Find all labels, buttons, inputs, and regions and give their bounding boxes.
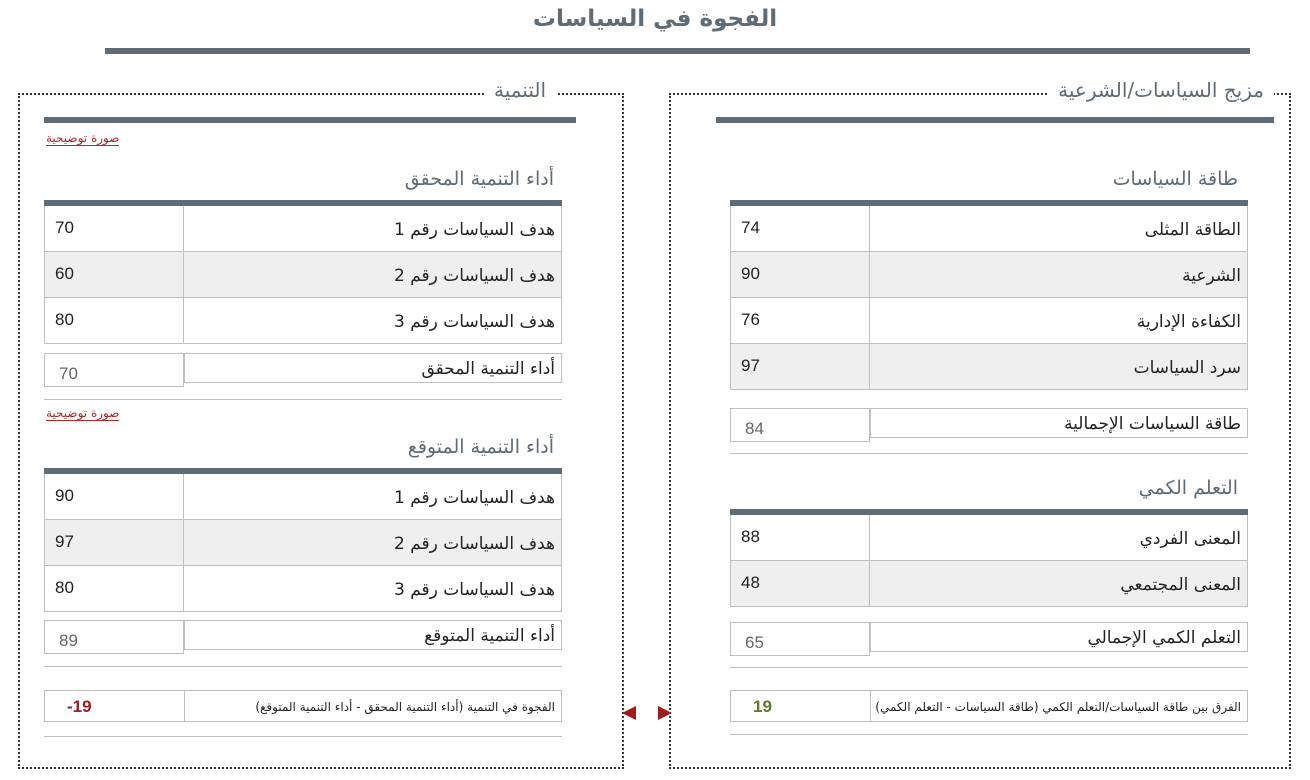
row-label: الكفاءة الإدارية [870, 298, 1248, 343]
table-row [730, 344, 1248, 390]
expected-performance-heading: أداء التنمية المتوقع [407, 436, 554, 458]
illustrative-note: صورة توضيحية [46, 131, 120, 145]
row-label: الشرعية [870, 252, 1248, 297]
policy-energy-total [730, 408, 1248, 442]
row-value: 80 [44, 566, 184, 611]
quantitative-learning-total [730, 622, 1248, 656]
row-label: الطاقة المثلى [870, 206, 1248, 251]
table-row [730, 298, 1248, 344]
achieved-performance-table [44, 200, 562, 344]
divider [44, 666, 562, 667]
row-value: 90 [44, 474, 184, 519]
row-label: هدف السياسات رقم 2 [184, 520, 562, 565]
total-value: 84 [730, 408, 870, 442]
row-label: المعنى الفردي [870, 515, 1248, 560]
table-row [44, 206, 562, 252]
row-value: 97 [44, 520, 184, 565]
difference-value: 19 [731, 691, 871, 721]
table-row [44, 252, 562, 298]
table-row [730, 252, 1248, 298]
policy-mix-rule [716, 117, 1274, 123]
row-label: هدف السياسات رقم 3 [184, 566, 562, 611]
table-row [44, 474, 562, 520]
arrow-left-icon [622, 706, 636, 720]
policy-energy-table [730, 200, 1248, 390]
development-rule [44, 117, 576, 123]
row-label: هدف السياسات رقم 1 [184, 474, 562, 519]
table-row [44, 520, 562, 566]
table-row [44, 298, 562, 344]
divider [730, 734, 1248, 735]
gap-value: -19 [45, 691, 185, 721]
row-value: 70 [44, 206, 184, 251]
row-label: سرد السياسات [870, 344, 1248, 389]
total-label: التعلم الكمي الإجمالي [870, 622, 1248, 652]
policy-energy-heading: طاقة السياسات [1112, 168, 1238, 190]
achieved-performance-heading: أداء التنمية المحقق [404, 168, 554, 190]
quantitative-learning-heading: التعلم الكمي [1138, 477, 1238, 499]
row-value: 80 [44, 298, 184, 343]
development-panel [18, 93, 624, 769]
table-row [44, 566, 562, 612]
expected-performance-total [44, 620, 562, 654]
row-value: 74 [730, 206, 870, 251]
table-row [730, 515, 1248, 561]
total-value: 65 [730, 622, 870, 656]
row-label: هدف السياسات رقم 1 [184, 206, 562, 251]
policy-learning-difference [730, 690, 1248, 722]
expected-performance-table [44, 468, 562, 612]
row-value: 97 [730, 344, 870, 389]
illustrative-note: صورة توضيحية [46, 406, 120, 420]
row-label: المعنى المجتمعي [870, 561, 1248, 606]
divider [730, 453, 1248, 454]
row-value: 90 [730, 252, 870, 297]
development-heading: التنمية [484, 78, 556, 102]
divider [730, 667, 1248, 668]
row-value: 88 [730, 515, 870, 560]
gap-label: الفجوة في التنمية (أداء التنمية المحقق - أداء التنمية المتوقع) [255, 700, 555, 714]
total-value: 70 [44, 353, 184, 387]
divider [44, 399, 562, 400]
development-gap [44, 690, 562, 722]
row-value: 48 [730, 561, 870, 606]
achieved-performance-total [44, 353, 562, 387]
total-label: طاقة السياسات الإجمالية [870, 408, 1248, 438]
total-value: 89 [44, 620, 184, 654]
policy-mix-heading: مزيج السياسات/الشرعية [1048, 78, 1274, 102]
table-row [730, 206, 1248, 252]
row-value: 60 [44, 252, 184, 297]
table-row [730, 561, 1248, 607]
total-label: أداء التنمية المتوقع [184, 620, 562, 650]
arrow-right-icon [658, 706, 672, 720]
title-rule [105, 48, 1250, 54]
total-label: أداء التنمية المحقق [184, 353, 562, 383]
row-label: هدف السياسات رقم 3 [184, 298, 562, 343]
row-value: 76 [730, 298, 870, 343]
divider [44, 736, 562, 737]
quantitative-learning-table [730, 509, 1248, 607]
page-title: الفجوة في السياسات [532, 6, 778, 32]
difference-label: الفرق بين طاقة السياسات/التعلم الكمي (طاقة السياسات - التعلم الكمي) [875, 700, 1241, 714]
row-label: هدف السياسات رقم 2 [184, 252, 562, 297]
